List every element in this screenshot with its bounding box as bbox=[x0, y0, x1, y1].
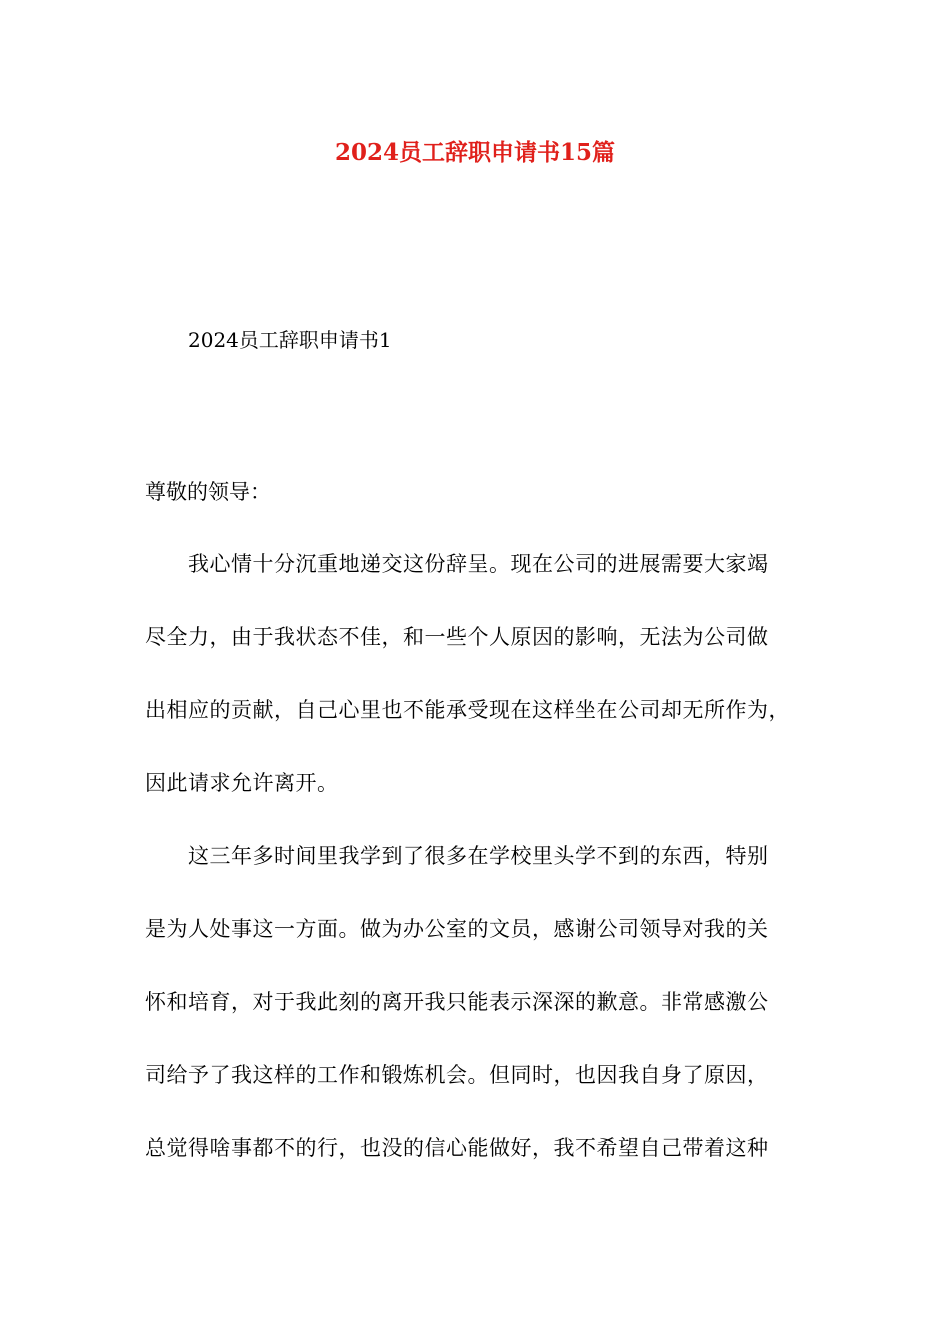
paragraph-line: 我心情十分沉重地递交这份辞呈。现在公司的进展需要大家竭 bbox=[188, 552, 769, 576]
paragraph-line: 出相应的贡献，自己心里也不能承受现在这样坐在公司却无所作为， bbox=[145, 698, 790, 722]
paragraph-line: 这三年多时间里我学到了很多在学校里头学不到的东西，特别 bbox=[188, 844, 769, 868]
salutation: 尊敬的领导： bbox=[145, 480, 271, 504]
paragraph-line: 是为人处事这一方面。做为办公室的文员，感谢公司领导对我的关 bbox=[145, 917, 769, 941]
document-title: 2024员工辞职申请书15篇 bbox=[334, 139, 616, 166]
paragraph-line: 尽全力，由于我状态不佳，和一些个人原因的影响，无法为公司做 bbox=[145, 625, 769, 649]
paragraph-line: 总觉得啥事都不的行，也没的信心能做好，我不希望自己带着这种 bbox=[145, 1136, 769, 1160]
paragraph-line: 怀和培育，对于我此刻的离开我只能表示深深的歉意。非常感激公 bbox=[145, 990, 769, 1014]
section-heading: 2024员工辞职申请书1 bbox=[188, 328, 392, 352]
paragraph-line: 司给予了我这样的工作和锻炼机会。但同时，也因我自身了原因， bbox=[145, 1063, 769, 1087]
paragraph-line: 因此请求允许离开。 bbox=[145, 771, 339, 795]
